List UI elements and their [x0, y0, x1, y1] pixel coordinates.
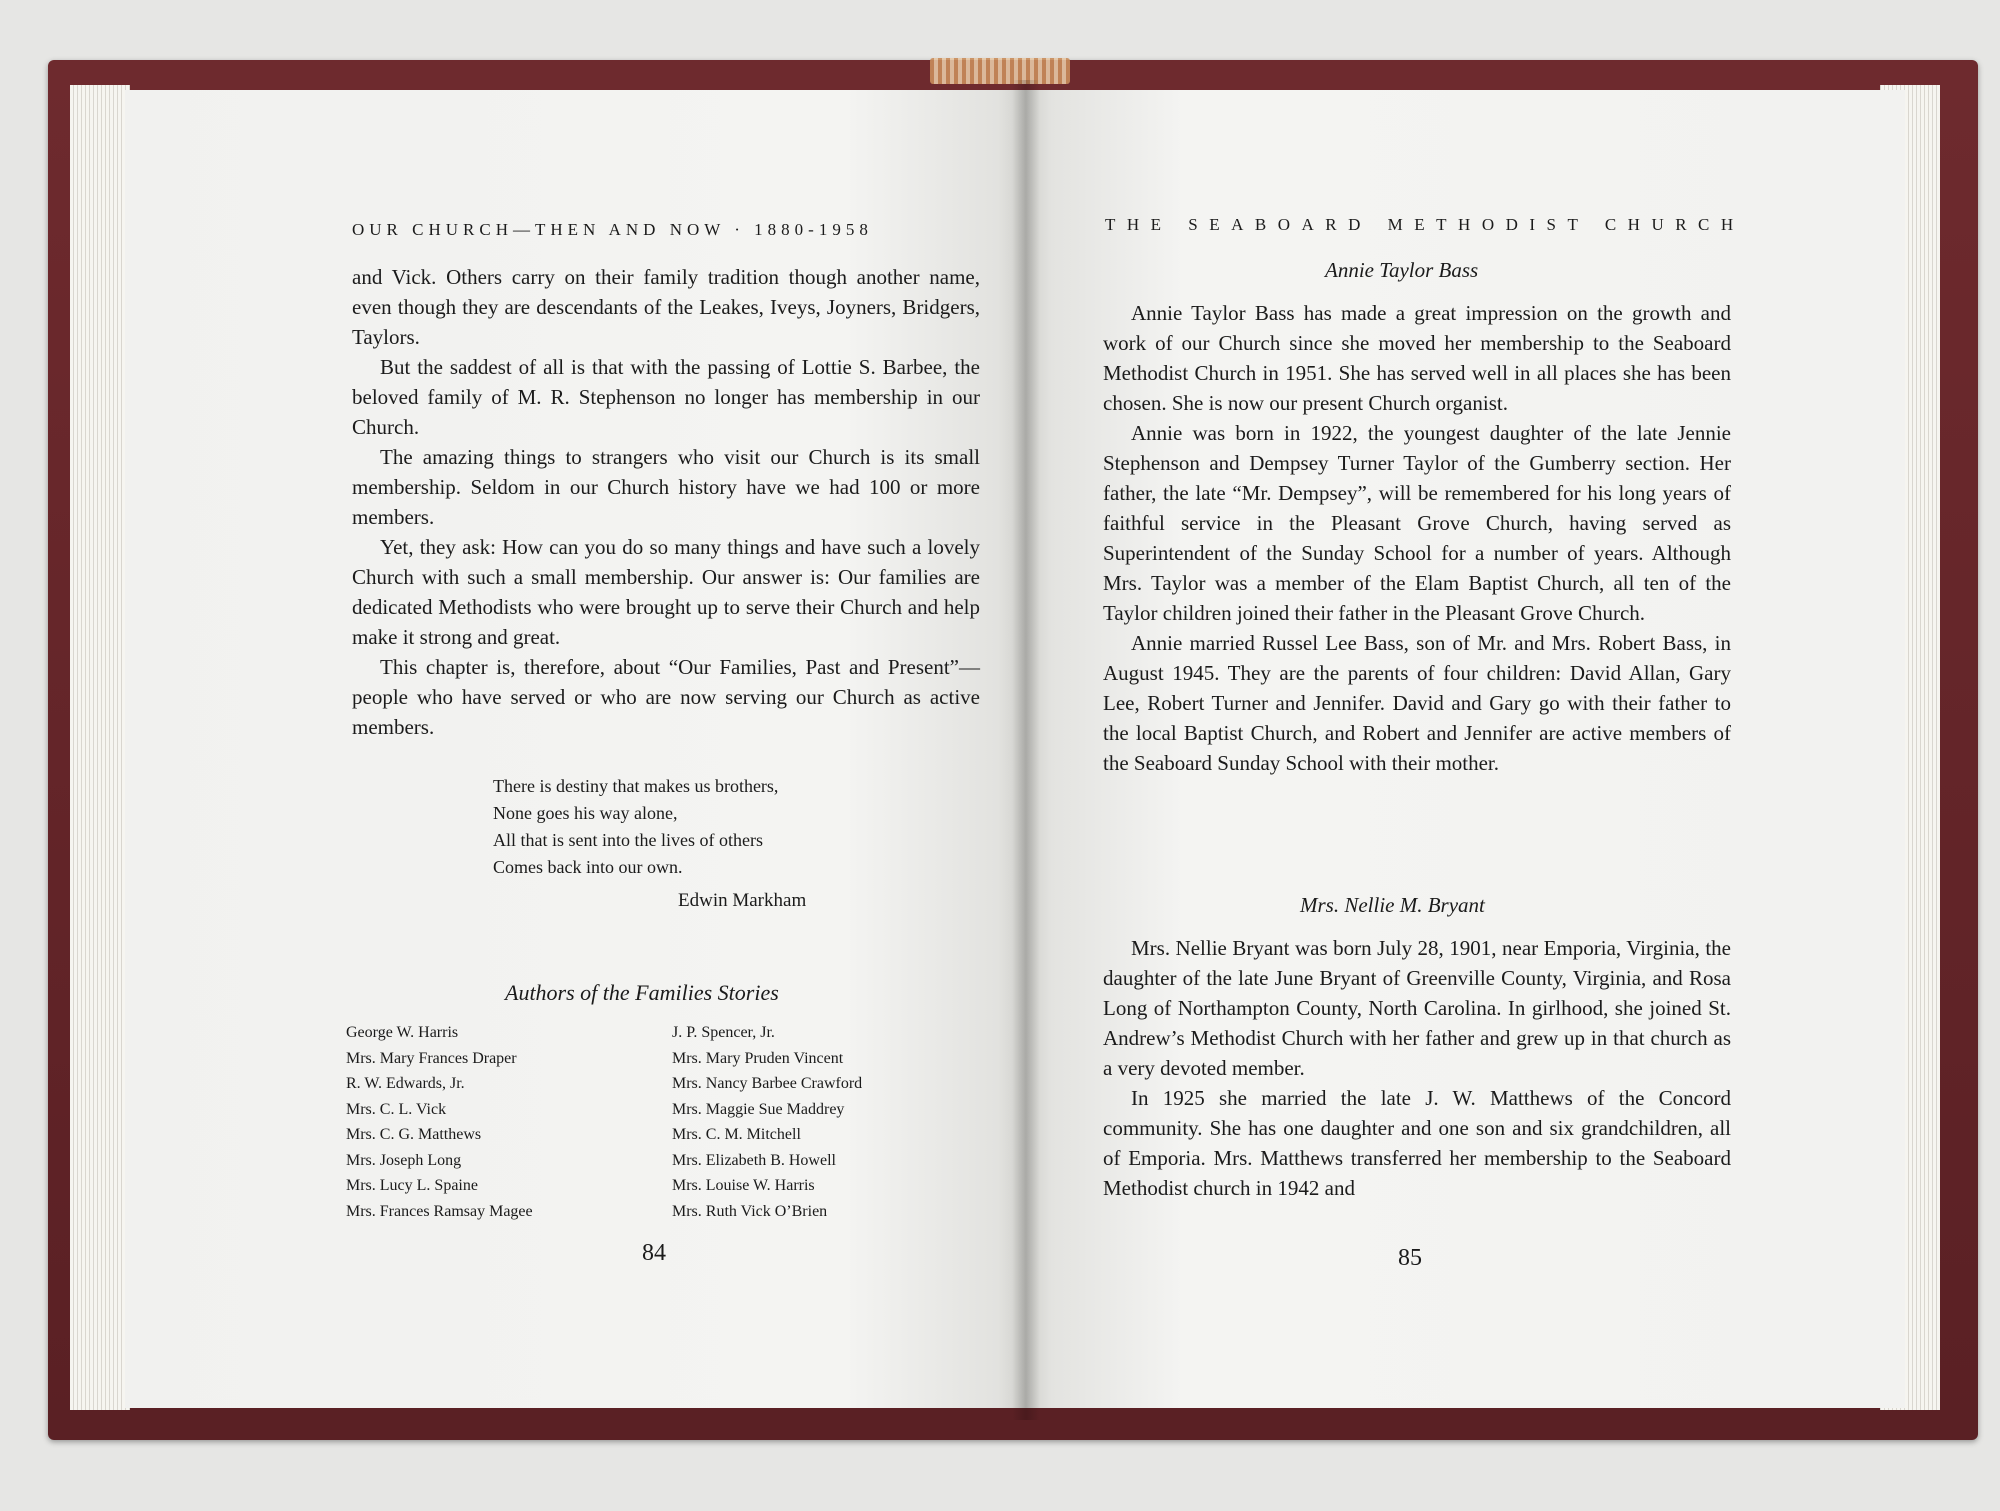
poem-quote	[493, 773, 833, 881]
right-body-text-2	[1103, 933, 1731, 1203]
right-page-number: 85	[1398, 1245, 1422, 1271]
author-name: Mrs. Ruth Vick O’Brien	[672, 1202, 828, 1220]
author-name: J. P. Spencer, Jr.	[672, 1024, 775, 1041]
poem-line: All that is sent into the lives of others	[493, 830, 763, 850]
section-title-annie-taylor-bass: Annie Taylor Bass	[1325, 258, 1479, 282]
page-edges-left	[70, 85, 130, 1410]
authors-heading: Authors of the Families Stories	[505, 980, 779, 1005]
author-name: Mrs. Frances Ramsay Magee	[346, 1202, 533, 1220]
poem-line: None goes his way alone,	[493, 803, 678, 823]
left-running-head: OUR CHURCH—THEN AND NOW · 1880-1958	[352, 220, 873, 239]
author-name: Mrs. Nancy Barbee Crawford	[672, 1075, 863, 1092]
paragraph: But the saddest of all is that with the passing of Lottie S. Barbee, the beloved family of M. R. Stephenson no longer has membership in our Church.	[352, 355, 980, 439]
section-title-nellie-bryant: Mrs. Nellie M. Bryant	[1300, 893, 1485, 917]
author-name: George W. Harris	[346, 1024, 459, 1041]
author-name: R. W. Edwards, Jr.	[346, 1075, 465, 1092]
author-name: Mrs. Louise W. Harris	[672, 1177, 815, 1194]
paragraph: The amazing things to strangers who visit our Church is its small membership. Seldom in our Church history have we had 100 or more members.	[352, 445, 980, 529]
author-name: Mrs. Mary Frances Draper	[346, 1049, 517, 1067]
poem-line: Comes back into our own.	[493, 857, 683, 877]
author-name: Mrs. C. M. Mitchell	[672, 1126, 801, 1143]
paragraph: In 1925 she married the late J. W. Matthews of the Concord community. She has one daughter and one son and six grandchildren, all of Emporia. Mrs. Matthews transferred her membership to the Seaboard Methodist church in 1942 and	[1103, 1086, 1731, 1200]
author-name: Mrs. Elizabeth B. Howell	[672, 1151, 836, 1169]
authors-list-column-1	[346, 1020, 533, 1224]
book-headband	[930, 58, 1070, 84]
left-body-text	[352, 262, 980, 742]
paragraph: and Vick. Others carry on their family tradition though another name, even though they are descendants of the Leakes, Iveys, Joyners, Bridgers, Taylors.	[352, 265, 980, 349]
book-gutter	[1012, 80, 1040, 1420]
author-name: Mrs. C. G. Matthews	[346, 1126, 482, 1143]
poem-line: There is destiny that makes us brothers,	[493, 776, 779, 796]
paragraph: Annie was born in 1922, the youngest daughter of the late Jennie Stephenson and Dempsey Turner Taylor of the Gumberry section. Her father, the late “Mr. Dempsey”, will be remembered for his long years of faithful service in the Pleasant Grove Church, having served as Superintendent of the Sunday School for a number of years. Although Mrs. Taylor was a member of the Elam Baptist Church, all ten of the Taylor children joined their father in the Pleasant Grove Church.	[1103, 421, 1731, 625]
right-running-head: THE SEABOARD METHODIST CHURCH	[1105, 215, 1745, 234]
authors-list-column-2	[672, 1020, 862, 1224]
left-page-number: 84	[642, 1240, 666, 1266]
paragraph: Annie married Russel Lee Bass, son of Mr. and Mrs. Robert Bass, in August 1945. They are the parents of four children: David Allan, Gary Lee, Robert Turner and Jennifer. David and Gary go with their father to the local Baptist Church, and Robert and Jennifer are active members of the Seaboard Sunday School with their mother.	[1103, 631, 1731, 775]
poem-author: Edwin Markham	[678, 890, 807, 911]
paragraph: This chapter is, therefore, about “Our Families, Past and Present”—people who have served or who are now serving our Church as active members.	[352, 655, 980, 739]
author-name: Mrs. Mary Pruden Vincent	[672, 1049, 844, 1067]
author-name: Mrs. Lucy L. Spaine	[346, 1177, 478, 1194]
author-name: Mrs. C. L. Vick	[346, 1100, 447, 1118]
paragraph: Mrs. Nellie Bryant was born July 28, 1901, near Emporia, Virginia, the daughter of the late June Bryant of Greenville County, Virginia, and Rosa Long of Northampton County, North Carolina. In girlhood, she joined St. Andrew’s Methodist Church with her father and grew up in that church as a very devoted member.	[1103, 936, 1731, 1080]
author-name: Mrs. Joseph Long	[346, 1151, 462, 1169]
right-body-text-1	[1103, 298, 1731, 778]
author-name: Mrs. Maggie Sue Maddrey	[672, 1100, 845, 1118]
paragraph: Yet, they ask: How can you do so many things and have such a lovely Church with such a small membership. Our answer is: Our families are dedicated Methodists who were brought up to serve their Church and help make it strong and great.	[352, 535, 980, 649]
paragraph: Annie Taylor Bass has made a great impression on the growth and work of our Church since she moved her membership to the Seaboard Methodist Church in 1951. She has served well in all places she has been chosen. She is now our present Church organist.	[1103, 301, 1731, 415]
